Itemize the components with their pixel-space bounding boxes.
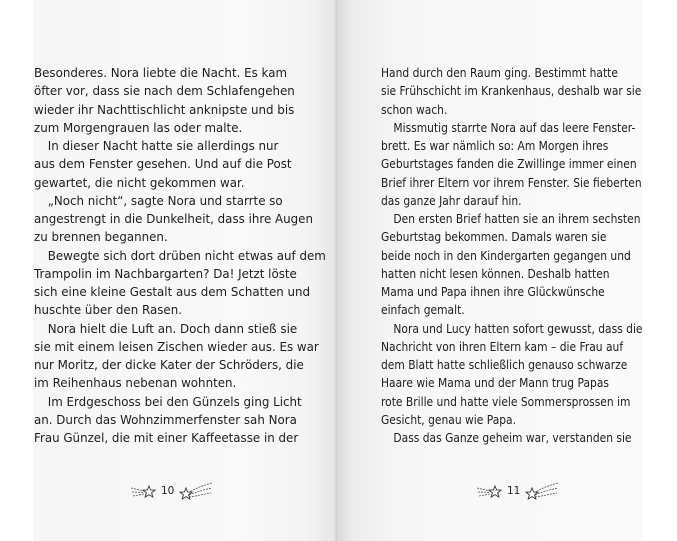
left-page-text (34, 64, 332, 447)
text-line: sich eine kleine Gestalt aus dem Schatten und (34, 285, 311, 299)
text-line: Missmutig starrte Nora auf das leere Fenster- (393, 120, 636, 135)
right-page (337, 0, 643, 541)
text-line: Frau Günzel, die mit einer Kaffeetasse in der (34, 431, 299, 445)
shooting-star-left-icon (476, 483, 502, 499)
text-line: wieder ihr Nachttischlicht anknipste und bis (34, 102, 295, 117)
text-line: Gesicht, genau wie Papa. (381, 412, 517, 427)
text-line: sie Frühschicht im Krankenhaus, deshalb war sie (381, 84, 642, 99)
text-line: rote Brille und hatte viele Sommersprossen im (381, 394, 631, 409)
text-line: an. Durch das Wohnzimmerfenster sah Nora (34, 412, 297, 427)
text-line: aus dem Fenster gesehen. Und auf die Post (34, 157, 292, 172)
text-line: beide noch in den Kindergarten gegangen und (381, 248, 631, 263)
text-line: einfach gemalt. (381, 303, 465, 318)
text-line: „Noch nicht“, sagte Nora und starrte so (47, 193, 283, 208)
text-line: Haare wie Mama und der Mann trug Papas (381, 376, 609, 391)
text-line: Trampolin im Nachbargarten? Da! Jetzt löste (34, 266, 297, 281)
text-line: Geburtstag bekommen. Damals waren sie (381, 230, 607, 245)
page-number: 11 (507, 485, 521, 497)
text-line: Den ersten Brief hatten sie an ihrem sechsten (393, 212, 641, 226)
text-line: zu brennen begannen. (34, 230, 168, 245)
shooting-star-right-icon (179, 481, 213, 501)
text-line: hatten nicht lesen können. Deshalb hatten (381, 266, 610, 281)
text-line: das ganze Jahr darauf hin. (381, 193, 522, 208)
text-line: Nora und Lucy hatten sofort gewusst, dass die (393, 321, 643, 336)
text-line: In dieser Nacht hatte sie allerdings nur (47, 139, 279, 153)
text-line: gewartet, die nicht gekommen war. (34, 175, 245, 190)
text-line: Im Erdgeschoss bei den Günzels ging Licht (47, 394, 302, 409)
left-page-folio (130, 480, 213, 502)
text-line: nur Moritz, der dicke Kater der Schröders, die (34, 358, 304, 372)
text-line: Hand durch den Raum ging. Bestimmt hatte (381, 66, 618, 80)
text-line: Brief ihrer Eltern vor ihrem Fenster. Sie fieberten (381, 175, 642, 190)
text-line: huschte über den Rasen. (34, 303, 182, 318)
left-page (33, 0, 334, 541)
text-line: Mama und Papa ihnen ihre Glückwünsche (381, 285, 605, 299)
shooting-star-right-icon (525, 481, 559, 501)
text-line: Bewegte sich dort drüben nicht etwas auf dem (47, 248, 326, 263)
text-line: im Reihenhaus nebenan wohnten. (34, 376, 237, 391)
page-number: 10 (161, 485, 175, 497)
text-line: sie mit einem leisen Zischen wieder aus. Es war (34, 339, 319, 354)
text-line: Geburtstages fanden die Zwillinge immer einen (381, 157, 637, 172)
right-page-text (381, 64, 677, 447)
text-line: Dass das Ganze geheim war, verstanden sie (393, 431, 632, 445)
right-page-folio (476, 480, 559, 502)
text-line: brett. Es war nämlich so: Am Morgen ihres (381, 139, 609, 153)
text-line: Nachricht von ihren Eltern kam – die Frau auf (381, 339, 624, 354)
shooting-star-left-icon (130, 483, 156, 499)
text-line: zum Morgengrauen las oder malte. (34, 120, 243, 135)
text-line: angestrengt in die Dunkelheit, dass ihre Augen (34, 212, 313, 226)
text-line: schon wach. (381, 102, 448, 117)
text-line: Besonderes. Nora liebte die Nacht. Es kam (34, 66, 288, 80)
text-line: öfter vor, dass sie nach dem Schlafengehen (34, 84, 295, 99)
text-line: Nora hielt die Luft an. Doch dann stieß sie (47, 321, 298, 336)
text-line: dem Blatt hatte schließlich genauso schwarze (381, 358, 628, 372)
